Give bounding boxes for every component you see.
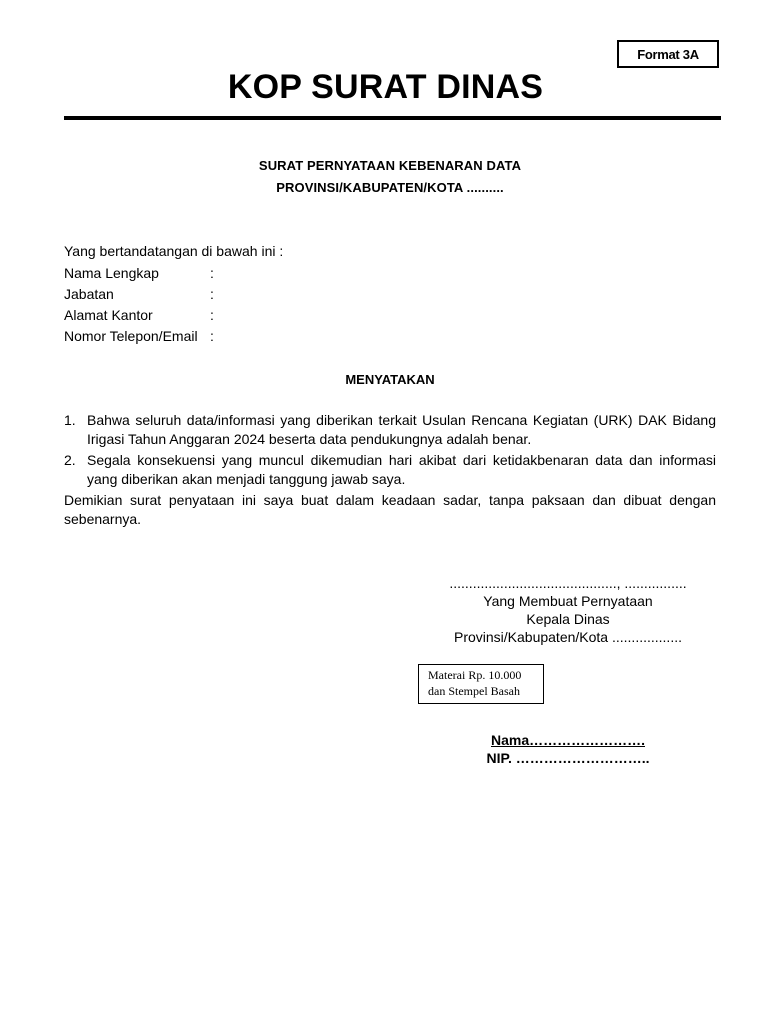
signature-role-line: Yang Membuat Pernyataan: [483, 593, 653, 609]
format-label-box: [617, 40, 719, 68]
field-label: Nomor Telepon/Email: [64, 328, 198, 344]
declaration-statements: [64, 411, 716, 529]
field-colon: :: [210, 307, 214, 323]
signer-nip-line: NIP. ………………………..: [486, 750, 650, 766]
letterhead-rule: [64, 116, 721, 120]
statement-text: Segala konsekuensi yang muncul dikemudian hari akibat dari ketidakbenaran data dan informasi yang diberikan akan menjadi tanggung jawab saya.: [87, 452, 716, 487]
signature-region-line: Provinsi/Kabupaten/Kota ..................: [453, 629, 682, 645]
statement-item: [64, 451, 716, 489]
signer-intro: Yang bertandatangan di bawah ini :: [64, 243, 284, 259]
letterhead-title: KOP SURAT DINAS: [227, 68, 544, 106]
format-label: Format 3A: [637, 46, 699, 62]
statement-text: Bahwa seluruh data/informasi yang diberikan terkait Usulan Rencana Kegiatan (URK) DAK Bidang Irigasi Tahun Anggaran 2024 beserta data pendukungnya adalah benar.: [87, 412, 716, 447]
field-colon: :: [210, 286, 214, 302]
stamp-note-text: dan Stempel Basah: [428, 684, 520, 698]
field-colon: :: [210, 265, 214, 281]
field-colon: :: [210, 328, 214, 344]
field-label: Nama Lengkap: [64, 265, 159, 281]
statement-number: 2.: [64, 452, 76, 468]
statement-number: 1.: [64, 412, 76, 428]
statement-item: [64, 411, 716, 449]
signer-name-line: Nama…………………….: [490, 732, 646, 748]
signature-office-line: Kepala Dinas: [526, 611, 610, 627]
place-date-line: ..........................................., ................: [449, 575, 687, 591]
document-title: SURAT PERNYATAAN KEBENARAN DATA: [258, 158, 522, 173]
document-subtitle: PROVINSI/KABUPATEN/KOTA ..........: [276, 180, 504, 195]
field-label: Jabatan: [64, 286, 114, 302]
stamp-duty-box: [418, 664, 544, 704]
stamp-duty-text: Materai Rp. 10.000: [428, 668, 522, 682]
declaration-heading: MENYATAKAN: [345, 372, 435, 387]
closing-paragraph: Demikian surat penyataan ini saya buat dalam keadaan sadar, tanpa paksaan dan dibuat dengan sebenarnya.: [64, 492, 716, 527]
signature-block: [418, 574, 718, 646]
field-label: Alamat Kantor: [64, 307, 153, 323]
